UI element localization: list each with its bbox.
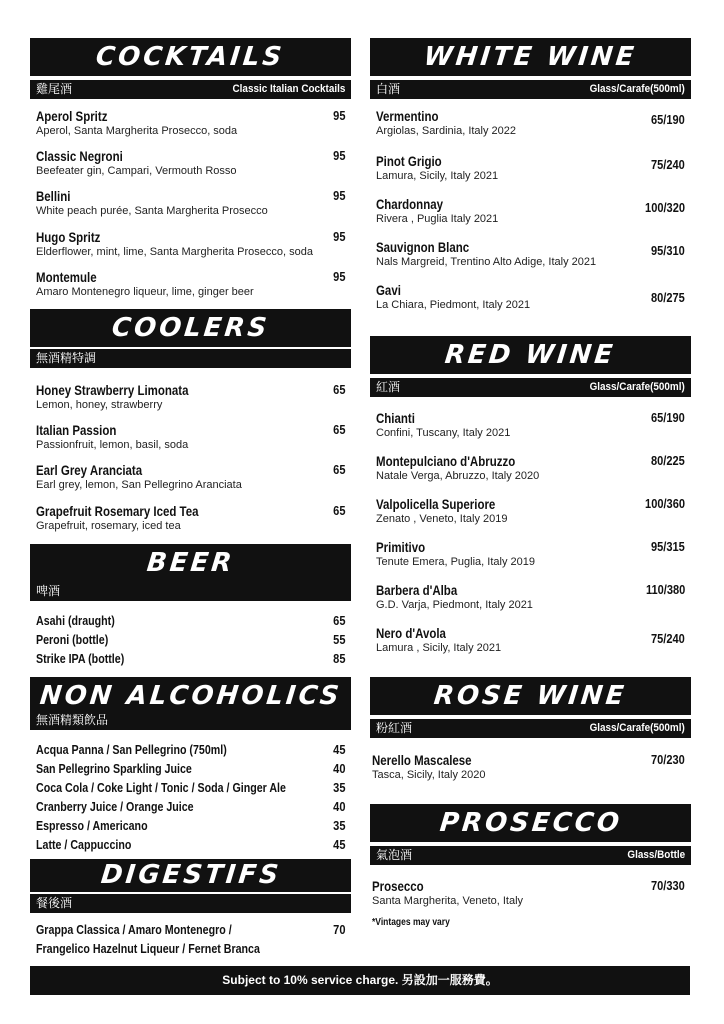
item-name: Bellini <box>36 188 71 204</box>
item-desc: Rivera , Puglia Italy 2021 <box>376 213 499 225</box>
prosecco-subtitle-right: Glass/Bottle <box>627 849 685 861</box>
non-alcoholics-subtitle-cn: 無酒精類飲品 <box>36 713 109 727</box>
item-name: Italian Passion <box>36 422 117 438</box>
service-charge-footer: Subject to 10% service charge. 另設加一服務費。 <box>30 966 690 995</box>
white-wine-banner: WHITE WINE <box>370 38 691 76</box>
item-name: Barbera d'Alba <box>376 582 458 598</box>
item-price: 40 <box>332 761 345 776</box>
white-wine-subbar <box>370 80 691 99</box>
item-desc: Aperol, Santa Margherita Prosecco, soda <box>36 125 238 137</box>
beer-subbar <box>30 582 351 601</box>
item-name: Acqua Panna / San Pellegrino (750ml) <box>36 742 227 757</box>
item-desc: Tasca, Sicily, Italy 2020 <box>372 769 486 781</box>
prosecco-subtitle-cn: 氣泡酒 <box>376 848 413 862</box>
item-price: 35 <box>332 780 345 795</box>
coolers-subtitle-cn: 無酒精特調 <box>36 351 97 365</box>
menu-item <box>376 239 685 269</box>
item-desc: Lamura, Sicily, Italy 2021 <box>376 170 499 182</box>
menu-row <box>36 797 345 816</box>
menu-row <box>36 740 345 759</box>
coolers-banner: COOLERS <box>30 309 351 347</box>
item-price: 100/320 <box>645 200 685 215</box>
red-wine-subtitle-right: Glass/Carafe(500ml) <box>589 381 685 393</box>
item-desc: Lemon, honey, strawberry <box>36 399 163 411</box>
item-name: Aperol Spritz <box>36 108 108 124</box>
non-alcoholics-subbar <box>30 711 351 730</box>
item-desc: La Chiara, Piedmont, Italy 2021 <box>376 299 531 311</box>
item-price: 65 <box>332 382 345 397</box>
item-price: 95 <box>332 108 345 123</box>
item-price: 80/225 <box>651 453 685 468</box>
item-name: Coca Cola / Coke Light / Tonic / Soda / Ginger Ale <box>36 780 286 795</box>
item-name: Chianti <box>376 410 415 426</box>
item-name: Classic Negroni <box>36 148 123 164</box>
item-desc: G.D. Varja, Piedmont, Italy 2021 <box>376 599 533 611</box>
item-name: Grappa Classica / Amaro Montenegro / <box>36 922 232 937</box>
item-desc: Amaro Montenegro liqueur, lime, ginger beer <box>36 286 254 298</box>
beer-subtitle-cn: 啤酒 <box>36 584 61 598</box>
menu-item <box>36 229 345 259</box>
item-price: 65 <box>332 462 345 477</box>
item-name: Hugo Spritz <box>36 229 101 245</box>
item-price: 100/360 <box>645 496 685 511</box>
item-price: 70/330 <box>651 878 685 893</box>
prosecco-subbar <box>370 846 691 865</box>
item-name: Earl Grey Aranciata <box>36 462 143 478</box>
digestifs-subtitle-cn: 餐後酒 <box>36 896 73 910</box>
item-price: 70 <box>332 922 345 937</box>
item-name: Vermentino <box>376 108 439 124</box>
white-wine-subtitle-right: Glass/Carafe(500ml) <box>589 83 685 95</box>
item-price: 85 <box>332 651 345 666</box>
item-name: Espresso / Americano <box>36 818 148 833</box>
item-price: 95 <box>332 229 345 244</box>
item-name: Nero d'Avola <box>376 625 446 641</box>
item-desc: Elderflower, mint, lime, Santa Margherita Prosecco, soda <box>36 246 313 258</box>
item-name: Sauvignon Blanc <box>376 239 470 255</box>
white-wine-subtitle-cn: 白酒 <box>376 82 401 96</box>
menu-item <box>376 582 685 612</box>
item-name: Valpolicella Superiore <box>376 496 496 512</box>
item-price: 95 <box>332 269 345 284</box>
item-price: 75/240 <box>651 157 685 172</box>
item-name: Asahi (draught) <box>36 613 115 628</box>
left-column <box>30 0 351 1024</box>
cocktails-subbar <box>30 80 351 99</box>
menu-item <box>376 196 685 226</box>
item-price: 110/380 <box>645 582 685 597</box>
menu-item <box>376 153 685 183</box>
red-wine-subbar <box>370 378 691 397</box>
item-name: Strike IPA (bottle) <box>36 651 125 666</box>
item-name: Grapefruit Rosemary Iced Tea <box>36 503 199 519</box>
prosecco-banner: PROSECCO <box>370 804 691 842</box>
menu-row <box>36 778 345 797</box>
item-desc: Natale Verga, Abruzzo, Italy 2020 <box>376 470 540 482</box>
menu-item <box>372 752 685 782</box>
item-name: Latte / Cappuccino <box>36 837 132 852</box>
menu-row <box>36 649 345 668</box>
item-price: 45 <box>332 742 345 757</box>
right-column <box>370 0 691 1024</box>
item-name: Cranberry Juice / Orange Juice <box>36 799 194 814</box>
menu-item <box>36 503 345 533</box>
vintages-note: *Vintages may vary <box>372 917 450 928</box>
cocktails-subtitle-cn: 雞尾酒 <box>36 82 73 96</box>
item-desc: Beefeater gin, Campari, Vermouth Rosso <box>36 165 237 177</box>
menu-item <box>376 453 685 483</box>
menu-row <box>36 920 345 939</box>
red-wine-subtitle-cn: 紅酒 <box>376 380 401 394</box>
item-price: 65/190 <box>651 410 685 425</box>
rose-wine-subbar <box>370 719 691 738</box>
item-price: 80/275 <box>651 290 685 305</box>
coolers-subbar <box>30 349 351 368</box>
menu-item <box>36 422 345 452</box>
item-name: Montepulciano d'Abruzzo <box>376 453 516 469</box>
item-name: Montemule <box>36 269 97 285</box>
menu-item <box>376 496 685 526</box>
menu-row <box>36 816 345 835</box>
item-desc: Grapefruit, rosemary, iced tea <box>36 520 181 532</box>
item-name: Primitivo <box>376 539 426 555</box>
item-price: 35 <box>332 818 345 833</box>
digestifs-banner: DIGESTIFS <box>30 859 351 892</box>
beer-banner: BEER <box>30 544 351 582</box>
menu-row <box>36 759 345 778</box>
item-desc: Nals Margreid, Trentino Alto Adige, Italy 2021 <box>376 256 597 268</box>
item-name: Frangelico Hazelnut Liqueur / Fernet Branca <box>36 941 260 956</box>
item-name: Prosecco <box>372 878 424 894</box>
menu-row <box>36 939 345 958</box>
menu-item <box>376 539 685 569</box>
menu-item <box>376 410 685 440</box>
cocktails-subtitle-right: Classic Italian Cocktails <box>232 83 345 95</box>
rose-wine-banner: ROSE WINE <box>370 677 691 715</box>
menu-row <box>36 611 345 630</box>
rose-wine-subtitle-cn: 粉紅酒 <box>376 721 413 735</box>
digestifs-subbar <box>30 894 351 913</box>
red-wine-banner: RED WINE <box>370 336 691 374</box>
menu-item <box>36 269 345 299</box>
menu-item <box>36 462 345 492</box>
item-desc: White peach purée, Santa Margherita Prosecco <box>36 205 268 217</box>
item-desc: Tenute Emera, Puglia, Italy 2019 <box>376 556 535 568</box>
item-price: 65/190 <box>651 112 685 127</box>
item-name: Honey Strawberry Limonata <box>36 382 189 398</box>
item-name: San Pellegrino Sparkling Juice <box>36 761 192 776</box>
item-price: 95/310 <box>651 243 685 258</box>
item-desc: Earl grey, lemon, San Pellegrino Aranciata <box>36 479 242 491</box>
item-desc: Santa Margherita, Veneto, Italy <box>372 895 524 907</box>
item-price: 65 <box>332 503 345 518</box>
item-price: 75/240 <box>651 631 685 646</box>
item-price: 40 <box>332 799 345 814</box>
menu-item <box>372 878 685 908</box>
item-name: Nerello Mascalese <box>372 752 472 768</box>
menu-item <box>376 282 685 312</box>
item-desc: Zenato , Veneto, Italy 2019 <box>376 513 508 525</box>
item-desc: Confini, Tuscany, Italy 2021 <box>376 427 511 439</box>
menu-item <box>36 382 345 412</box>
menu-item <box>376 625 685 655</box>
item-name: Pinot Grigio <box>376 153 442 169</box>
menu-row <box>36 835 345 854</box>
item-price: 45 <box>332 837 345 852</box>
item-name: Peroni (bottle) <box>36 632 109 647</box>
item-desc: Argiolas, Sardinia, Italy 2022 <box>376 125 517 137</box>
item-name: Gavi <box>376 282 401 298</box>
rose-wine-subtitle-right: Glass/Carafe(500ml) <box>589 722 685 734</box>
item-desc: Passionfruit, lemon, basil, soda <box>36 439 189 451</box>
menu-item <box>36 148 345 178</box>
item-price: 65 <box>332 613 345 628</box>
menu-item <box>36 188 345 218</box>
menu-row <box>36 630 345 649</box>
item-desc: Lamura , Sicily, Italy 2021 <box>376 642 502 654</box>
item-price: 65 <box>332 422 345 437</box>
item-price: 95/315 <box>651 539 685 554</box>
menu-item <box>376 108 685 138</box>
cocktails-banner: COCKTAILS <box>30 38 351 76</box>
non-alcoholics-banner: NON ALCOHOLICS <box>30 677 351 715</box>
item-price: 95 <box>332 148 345 163</box>
item-price: 55 <box>332 632 345 647</box>
item-price: 70/230 <box>651 752 685 767</box>
item-price: 95 <box>332 188 345 203</box>
item-name: Chardonnay <box>376 196 443 212</box>
menu-item <box>36 108 345 138</box>
